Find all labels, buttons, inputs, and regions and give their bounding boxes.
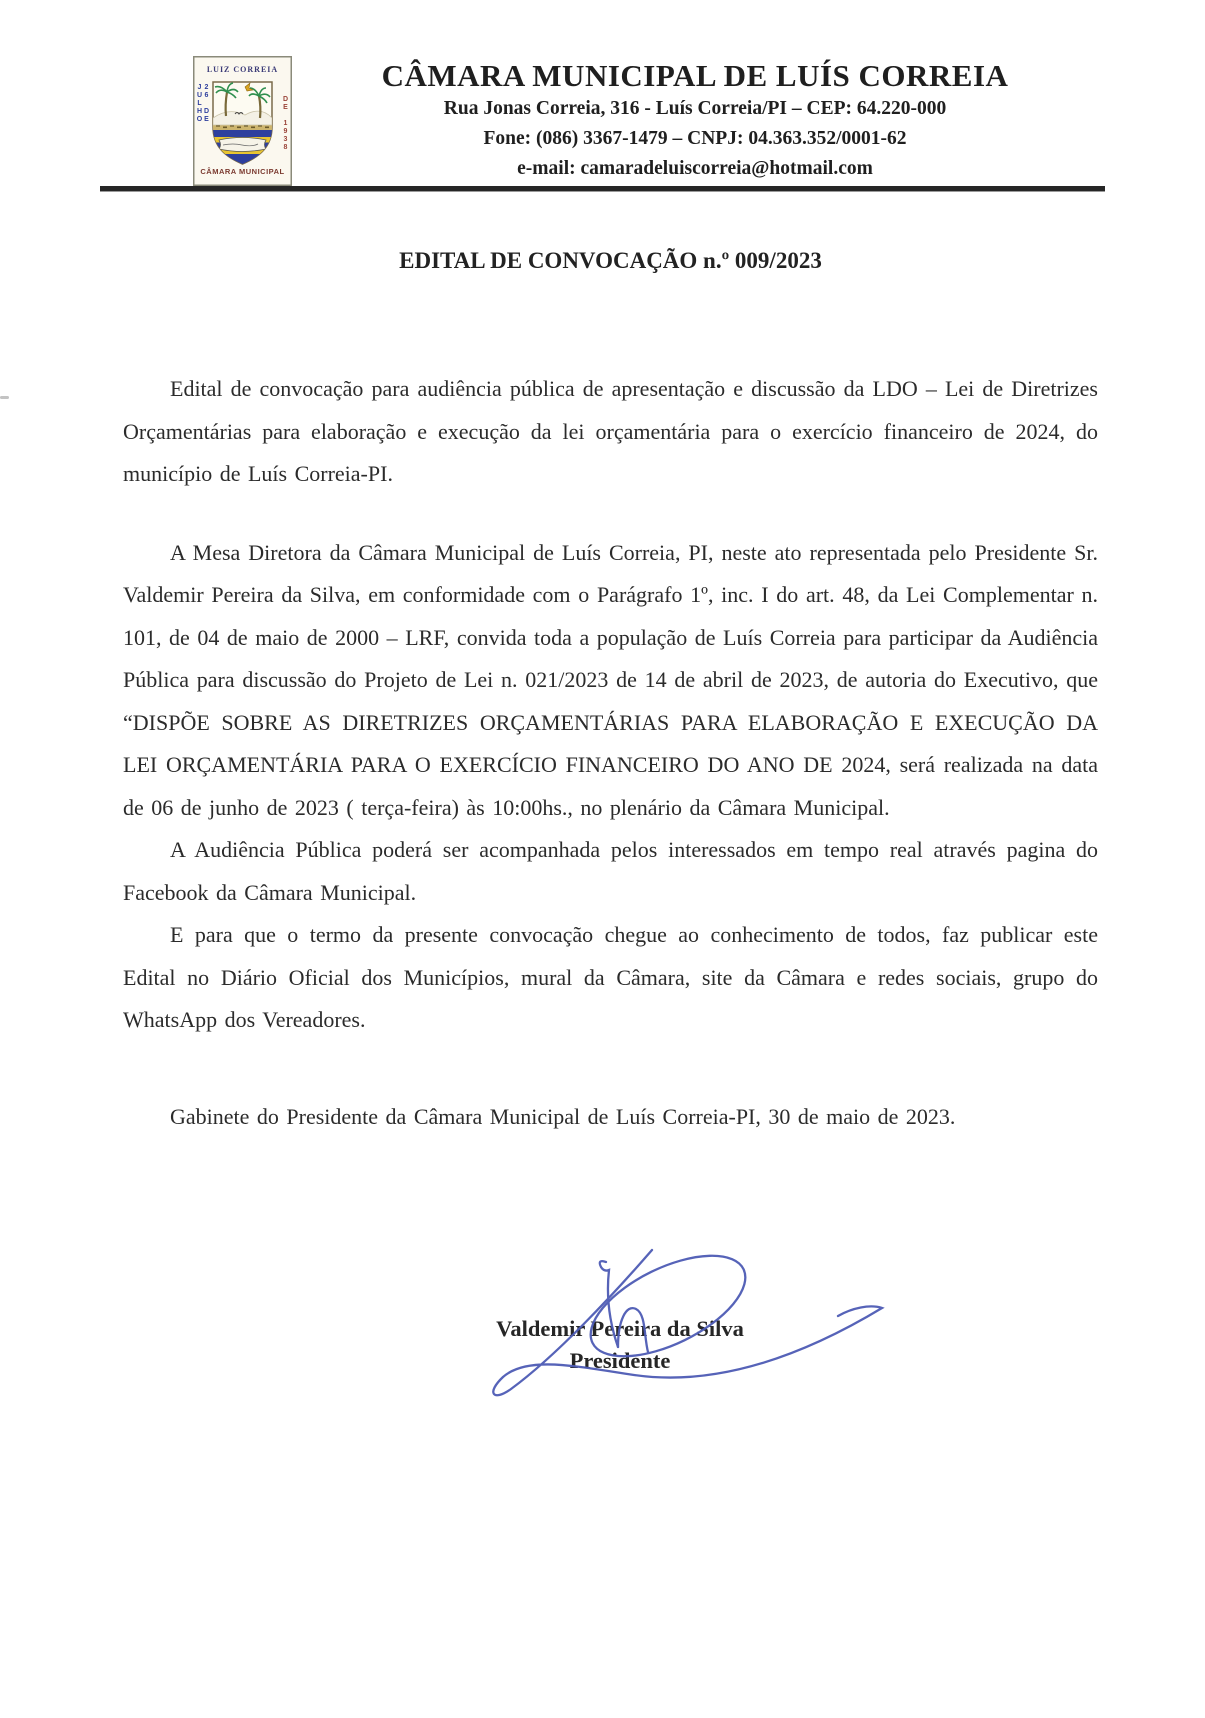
paragraph-summary: Edital de convocação para audiência pública de apresentação e discussão da LDO – Lei de Diretrizes Orçamentárias para elaboração e execução da lei orçamentária para o exercício financeiro de 2024, do município de Luís Correia-PI. [123,376,1098,486]
letterhead [300,58,1090,184]
paragraph-publication: E para que o termo da presente convocação chegue ao conhecimento de todos, faz publicar este Edital no Diário Oficial dos Municípios, mural da Câmara, site da Câmara e redes sociais, grupo do WhatsApp dos Vereadores. [123,922,1098,1032]
paragraph-convocation: A Mesa Diretora da Câmara Municipal de Luís Correia, PI, neste ato representada pelo Presidente Sr. Valdemir Pereira da Silva, em conformidade com o Parágrafo 1º, inc. I do art. 48, da Lei Complementar n. 101, de 04 de maio de 2000 – LRF, convida toda a população de Luís Correia para participar da Audiência Pública para discussão do Projeto de Lei n. 021/2023 de 14 de abril de 2023, de autoria do Executivo, que “DISPÕE SOBRE AS DIRETRIZES ORÇAMENTÁRIAS PARA ELABORAÇÃO E EXECUÇÃO DA LEI ORÇAMENTÁRIA PARA O EXERCÍCIO FINANCEIRO DO ANO DE 2024, será realizada na data de 06 de junho de 2023 ( terça-feira) às 10:00hs., no plenário da Câmara Municipal. [123,539,1098,820]
logo-bottom-label: CÂMARA MUNICIPAL [200,167,285,176]
paragraph-facebook: A Audiência Pública poderá ser acompanhada pelos interessados em tempo real através pagina do Facebook da Câmara Municipal. [123,837,1098,905]
phone-cnpj-line: Fone: (086) 3367-1479 – CNPJ: 04.363.352/0001-62 [483,128,907,149]
scan-artifact [0,396,9,399]
municipal-coat-of-arms [193,56,292,186]
signature-ink [430,1238,900,1408]
logo-right-label: DE 1938 [282,96,289,152]
signatory-name: Valdemir Pereira da Silva [496,1316,744,1341]
document-body [123,368,1098,1138]
page-title: EDITAL DE CONVOCAÇÃO n.º 009/2023 [399,248,822,273]
scroll-banner [219,138,266,152]
logo-top-label: LUIZ CORREIA [206,65,279,74]
closing-line: Gabinete do Presidente da Câmara Municipal de Luís Correia-PI, 30 de maio de 2023. [170,1103,956,1129]
email-line: e-mail: camaradeluiscorreia@hotmail.com [517,158,873,179]
signatory-role: Presidente [569,1348,671,1373]
header-divider [100,186,1105,192]
address-line: Rua Jonas Correia, 316 - Luís Correia/PI – CEP: 64.220-000 [443,98,947,119]
org-name: CÂMARA MUNICIPAL DE LUÍS CORREIA [381,58,1009,93]
logo-left-label: 26 DE JULHO [196,84,210,124]
